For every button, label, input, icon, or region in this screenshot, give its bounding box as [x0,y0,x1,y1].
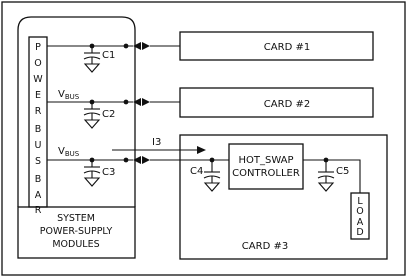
bus-letter: A [34,190,42,201]
bus-letter: E [34,90,42,101]
bus-letter: R [34,205,42,216]
connector-2 [133,98,180,106]
svg-text:SYSTEM: SYSTEM [57,213,95,224]
junction-dot [124,158,129,163]
svg-text:A: A [356,217,364,228]
c2-label: C2 [102,109,116,120]
power-supply-label [40,213,113,250]
vbus-label-2: $V_{BUS}$ [58,146,80,158]
connector-1 [133,42,180,50]
card-1-label: CARD #1 [263,42,311,53]
svg-text:L: L [357,196,363,207]
hot-swap-controller-label [232,155,300,179]
bus-letter: W [33,74,43,85]
svg-text:O: O [356,206,364,217]
ground-symbol [85,120,99,128]
ground-symbol [85,64,99,72]
card-2-label: CARD #2 [263,99,311,110]
vbus-label-1: $V_{BUS}$ [58,89,80,101]
c5-label: C5 [336,166,350,177]
hot-swap-controller-box [229,144,303,189]
svg-text:D: D [356,227,364,238]
junction-dot [124,44,129,49]
bus-letter: B [34,124,42,135]
load-label [356,196,363,238]
bus-letter: P [35,42,41,53]
bus-letter: S [34,156,42,167]
c4-label: C4 [190,166,204,177]
ground-symbol [319,183,333,191]
c1-label: C1 [102,50,116,61]
svg-text:HOT_SWAP: HOT_SWAP [238,155,294,166]
junction-dot [124,100,129,105]
svg-text:MODULES: MODULES [52,239,100,250]
c3-label: C3 [102,167,116,178]
current-i3-label: I3 [152,137,162,148]
ground-symbol [85,178,99,186]
capacitor-c3 [84,160,100,186]
capacitor-c4 [204,160,220,191]
svg-text:CONTROLLER: CONTROLLER [232,168,300,179]
svg-text:POWER-SUPPLY: POWER-SUPPLY [39,226,113,237]
bus-letter: B [34,174,42,185]
bus-bar-label [33,42,43,216]
bus-letter: O [34,58,42,69]
bus-letter: R [34,106,42,117]
capacitor-c2 [84,102,100,128]
capacitor-c1 [84,46,100,72]
card-3-label: CARD #3 [241,241,289,252]
ground-symbol [205,183,219,191]
connector-3 [133,156,229,164]
capacitor-c5 [318,160,334,191]
bus-letter: U [34,140,42,151]
